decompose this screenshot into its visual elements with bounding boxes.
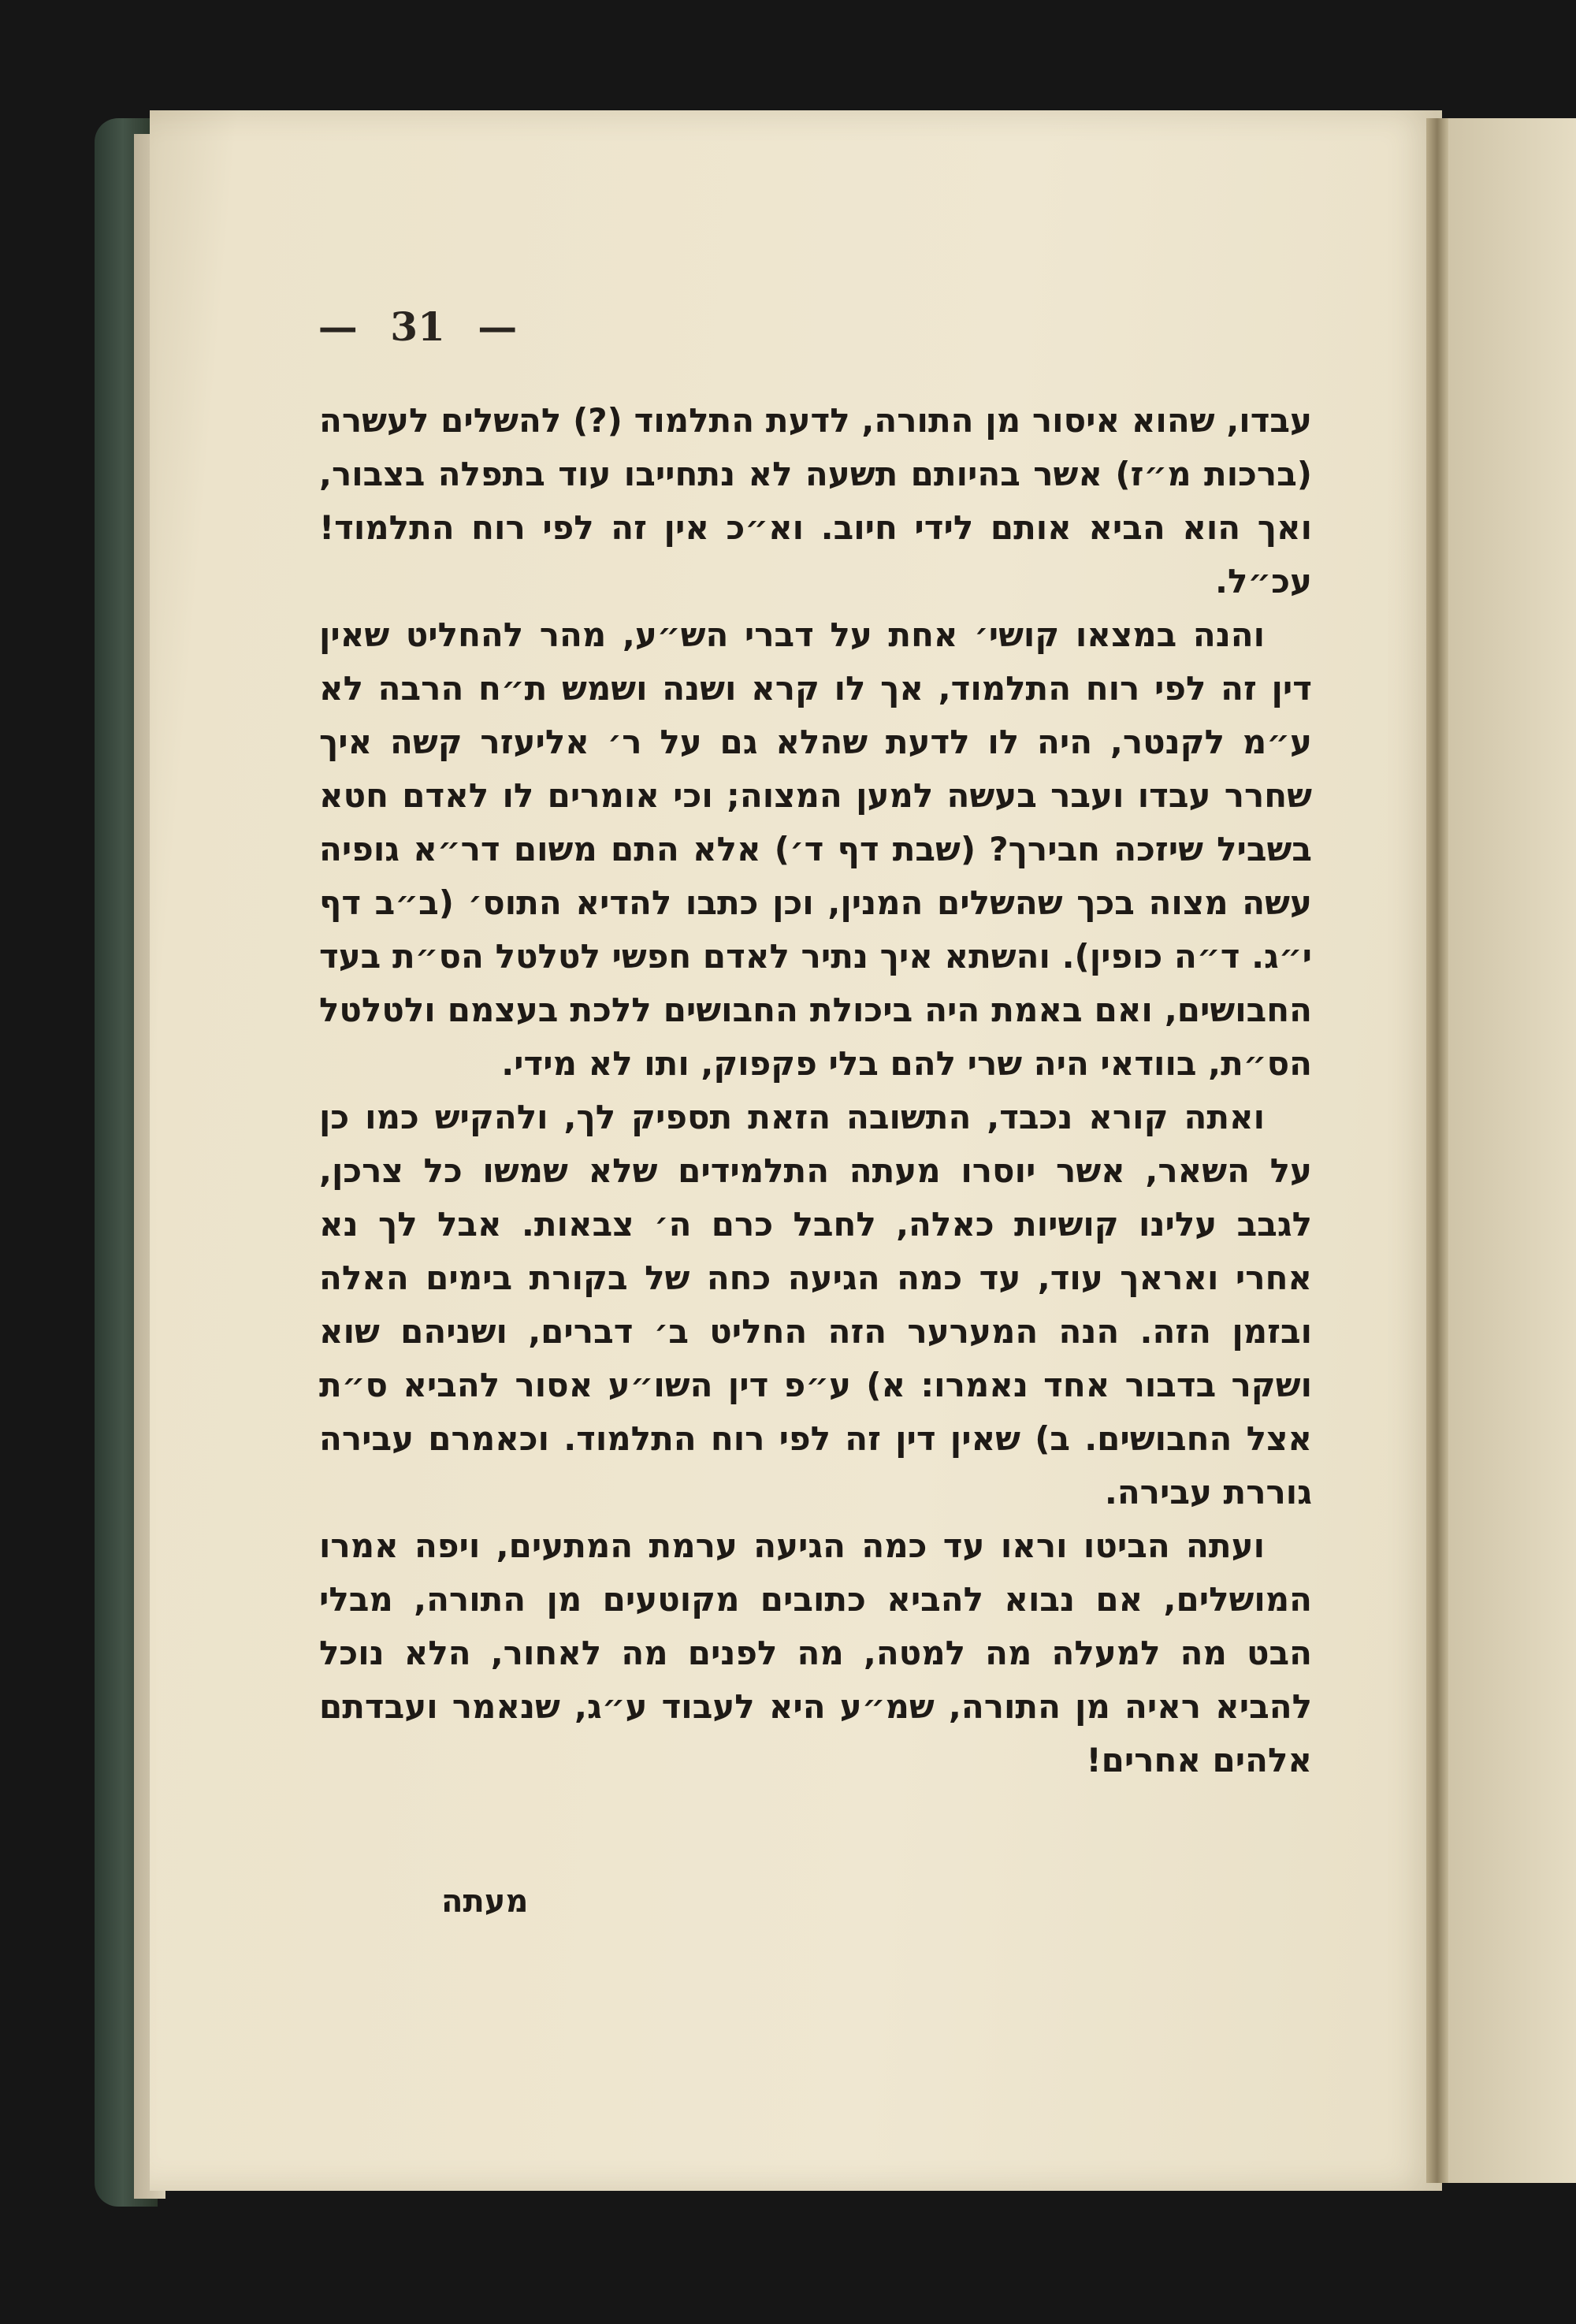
dash-right: — bbox=[478, 303, 518, 350]
page-number: 31 bbox=[390, 303, 445, 350]
catchword: מעתה bbox=[441, 1883, 529, 1920]
book-gutter bbox=[1426, 118, 1448, 2183]
paragraph: והנה במצאו קושי׳ אחת על דברי הש״ע, מהר להחליט שאין דין זה לפי רוח התלמוד, אך לו קרא ושנה ושמש ת״ח הרבה לא ע״מ לקנטר, היה לו לדעת שהלא גם על ר׳ אליעזר קשה איך שחרר עבדו ועבר בעשה למען המצוה; וכי אומרים לו לאדם חטא בשביל שיזכה חבירך? (שבת דף ד׳) אלא התם משום דר״א גופיה עשה מצוה בכך שהשלים המנין, וכן כתבו להדיא התוס׳ (ב״ב דף י״ג. ד״ה כופין). והשתא איך נתיר לאדם חפשי לטלטל הס״ת בעד החבושים, ואם באמת היה ביכולת החבושים ללכת בעצמם ולטלטל הס״ת, בוודאי היה שרי להם בלי פקפוק, ותו לא מידי. bbox=[319, 615, 1312, 1083]
body-text bbox=[319, 394, 1312, 1787]
facing-page bbox=[1448, 118, 1576, 2183]
paragraph: ואתה קורא נכבד, התשובה הזאת תספיק לך, ולהקיש כמו כן על השאר, אשר יוסרו מעתה התלמידים שלא שמשו כל צרכן, לגבב עלינו קושיות כאלה, לחבל כרם ה׳ צבאות. אבל לך נא אחרי ואראך עוד, עד כמה הגיעה כחה של בקורת בימים האלה ובזמן הזה. הנה המערער הזה החליט ב׳ דברים, ושניהם שוא ושקר בדבור אחד נאמרו: א) ע״פ דין השו״ע אסור להביא ס״ת אצל החבושים. ב) שאין דין זה לפי רוח התלמוד. וכאמרם עבירה גוררת עבירה. bbox=[319, 1098, 1312, 1512]
paragraph: ועתה הביטו וראו עד כמה הגיעה ערמת המתעים, ויפה אמרו המושלים, אם נבוא להביא כתובים מקוטעים מן התורה, מבלי הבט מה למעלה מה למטה, מה לפנים מה לאחור, הלא נוכל להביא ראיה מן התורה, שמ״ע היא לעבוד ע״ג, שנאמר ועבדתם אלהים אחרים! bbox=[319, 1526, 1312, 1779]
paragraph: עבדו, שהוא איסור מן התורה, לדעת התלמוד (?) להשלים לעשרה (ברכות מ״ז) אשר בהיותם תשעה לא נתחייבו עוד בתפלה בצבור, ואך הוא הביא אותם לידי חיוב. וא״כ אין זה לפי רוח התלמוד! עכ״ל. bbox=[319, 401, 1312, 601]
dash-left: — bbox=[318, 303, 358, 350]
page-number-line bbox=[0, 303, 1576, 350]
